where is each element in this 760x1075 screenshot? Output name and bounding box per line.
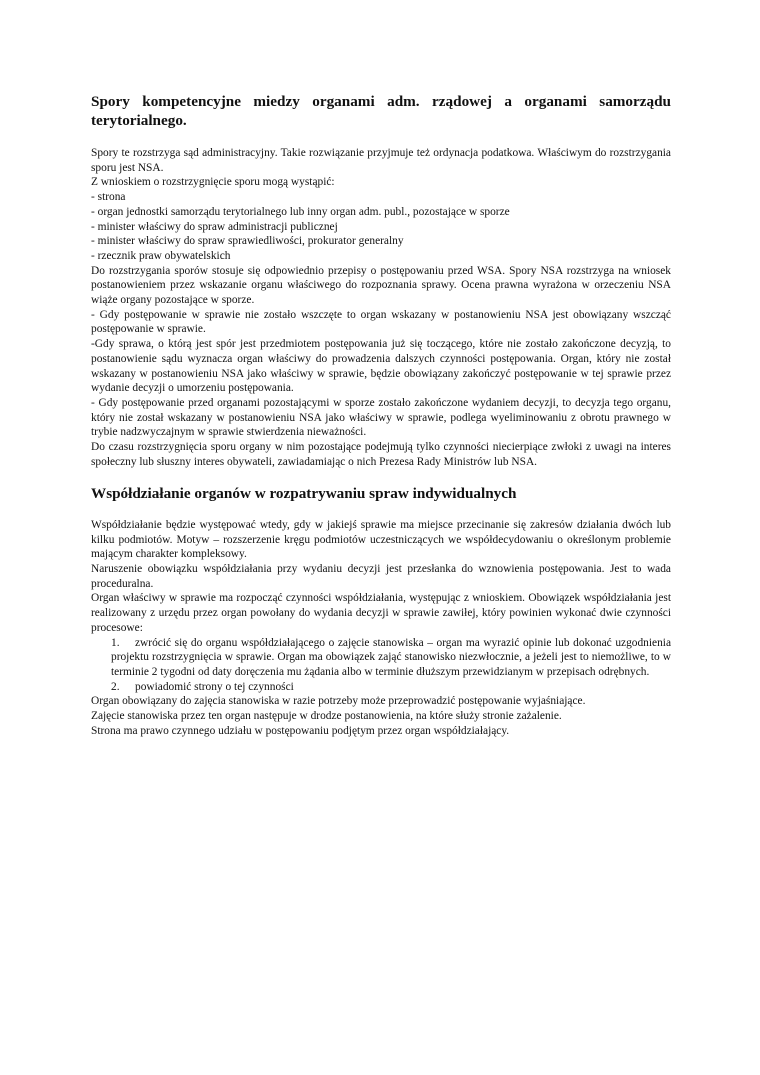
paragraph: Współdziałanie będzie występować wtedy, gdy w jakiejś sprawie ma miejsce przecinanie się zakresów działania dwóch lub kilku podmiotów. Motyw – rozszerzenie kręgu podmiotów uczestniczących we współdecydowaniu o określonym problemie mającym charakter kompleksowy. [91, 518, 671, 561]
document-body [91, 93, 671, 739]
item-text: powiadomić strony o tej czynności [135, 680, 294, 693]
paragraph: Naruszenie obowiązku współdziałania przy wydaniu decyzji jest przesłanka do wznowienia postępowania. Jest to wada proceduralna. [91, 563, 671, 590]
list-item: - rzecznik praw obywatelskich [91, 249, 231, 262]
paragraph: -Gdy sprawa, o którą jest spór jest przedmiotem postępowania już się toczącego, które nie zostało zakończone decyzją, to postanowienie sądu wyznacza organ właściwy do prowadzenia dalszych czynności postępowania. Organ, który nie został wskazany w postanowieniu NSA jako właściwy w sprawie, będzie obowiązany zakończyć postępowanie w tej sprawie przez wydanie decyzji o umorzeniu postępowania. [91, 338, 671, 395]
section-2-title: Współdziałanie organów w rozpatrywaniu spraw indywidualnych [91, 485, 517, 503]
numbered-item [91, 636, 671, 680]
paragraph: Do rozstrzygania sporów stosuje się odpowiednio przepisy o postępowaniu przed WSA. Spory NSA rozstrzyga na wniosek postanowieniem przez wskazanie organu właściwego do rozpoznania sprawy. Ocena prawna wyrażona w orzeczeniu NSA wiąże organy pozostające w sporze. [91, 264, 671, 307]
list-item: - minister właściwy do spraw sprawiedliwości, prokurator generalny [91, 235, 404, 248]
paragraph: Zajęcie stanowiska przez ten organ następuje w drodze postanowienia, na które służy stronie zażalenie. [91, 710, 562, 723]
item-number: 1. [111, 636, 120, 649]
numbered-item [91, 680, 671, 695]
item-number: 2. [111, 680, 120, 693]
list-item: - minister właściwy do spraw administracji publicznej [91, 220, 338, 233]
paragraph: Organ właściwy w sprawie ma rozpocząć czynności współdziałania, występując z wnioskiem. Obowiązek współdziałania jest realizowany z urzędu przez organ powołany do wydania decyzji w sprawie zawiłej, który powinien wykonać dwie czynności procesowe: [91, 592, 671, 634]
section-1-title: Spory kompetencyjne miedzy organami adm. rządowej a organami samorządu terytorialnego. [91, 93, 671, 129]
paragraph: Organ obowiązany do zajęcia stanowiska w razie potrzeby może przeprowadzić postępowanie wyjaśniające. [91, 695, 586, 708]
paragraph: Strona ma prawo czynnego udziału w postępowaniu podjętym przez organ współdziałający. [91, 724, 510, 737]
paragraph: - Gdy postępowanie w sprawie nie zostało wszczęte to organ wskazany w postanowieniu NSA jest obowiązany wszcząć postępowanie w sprawie. [91, 308, 671, 336]
paragraph: Spory te rozstrzyga sąd administracyjny. Takie rozwiązanie przyjmuje też ordynacja podatkowa. Właściwym do rozstrzygania sporu jest NSA. [91, 147, 671, 174]
paragraph: - Gdy postępowanie przed organami pozostającymi w sporze zostało zakończone wydaniem decyzji, to decyzja tego organu, który nie został wskazany w postanowieniu NSA jako właściwy w sprawie, podlega wyeliminowaniu z obrotu prawnego w trybie nadzwyczajnym w sprawie stwierdzenia nieważności. [91, 396, 671, 439]
list-item: - organ jednostki samorządu terytorialnego lub inny organ adm. publ., pozostające w sporze [91, 205, 510, 218]
item-text: zwrócić się do organu współdziałającego o zajęcie stanowiska – organ ma wyrazić opinie lub dokonać uzgodnienia projektu rozstrzygnięcia w sprawie. Organ ma obowiązek zająć stanowisko niezwłocznie, a jeżeli jest to niemożliwe, to w terminie 2 tygodni od daty doręczenia mu żądania albo w terminie dłuższym przewidzianym w przepisach odrębnych. [111, 636, 671, 678]
list-item: - strona [91, 191, 126, 204]
paragraph: Do czasu rozstrzygnięcia sporu organy w nim pozostające podejmują tylko czynności niecierpiące zwłoki z uwagi na interes społeczny lub słuszny interes obywateli, zawiadamiając o nich Prezesa Rady Ministrów lub NSA. [91, 441, 671, 468]
paragraph: Z wnioskiem o rozstrzygnięcie sporu mogą wystąpić: [91, 176, 335, 189]
